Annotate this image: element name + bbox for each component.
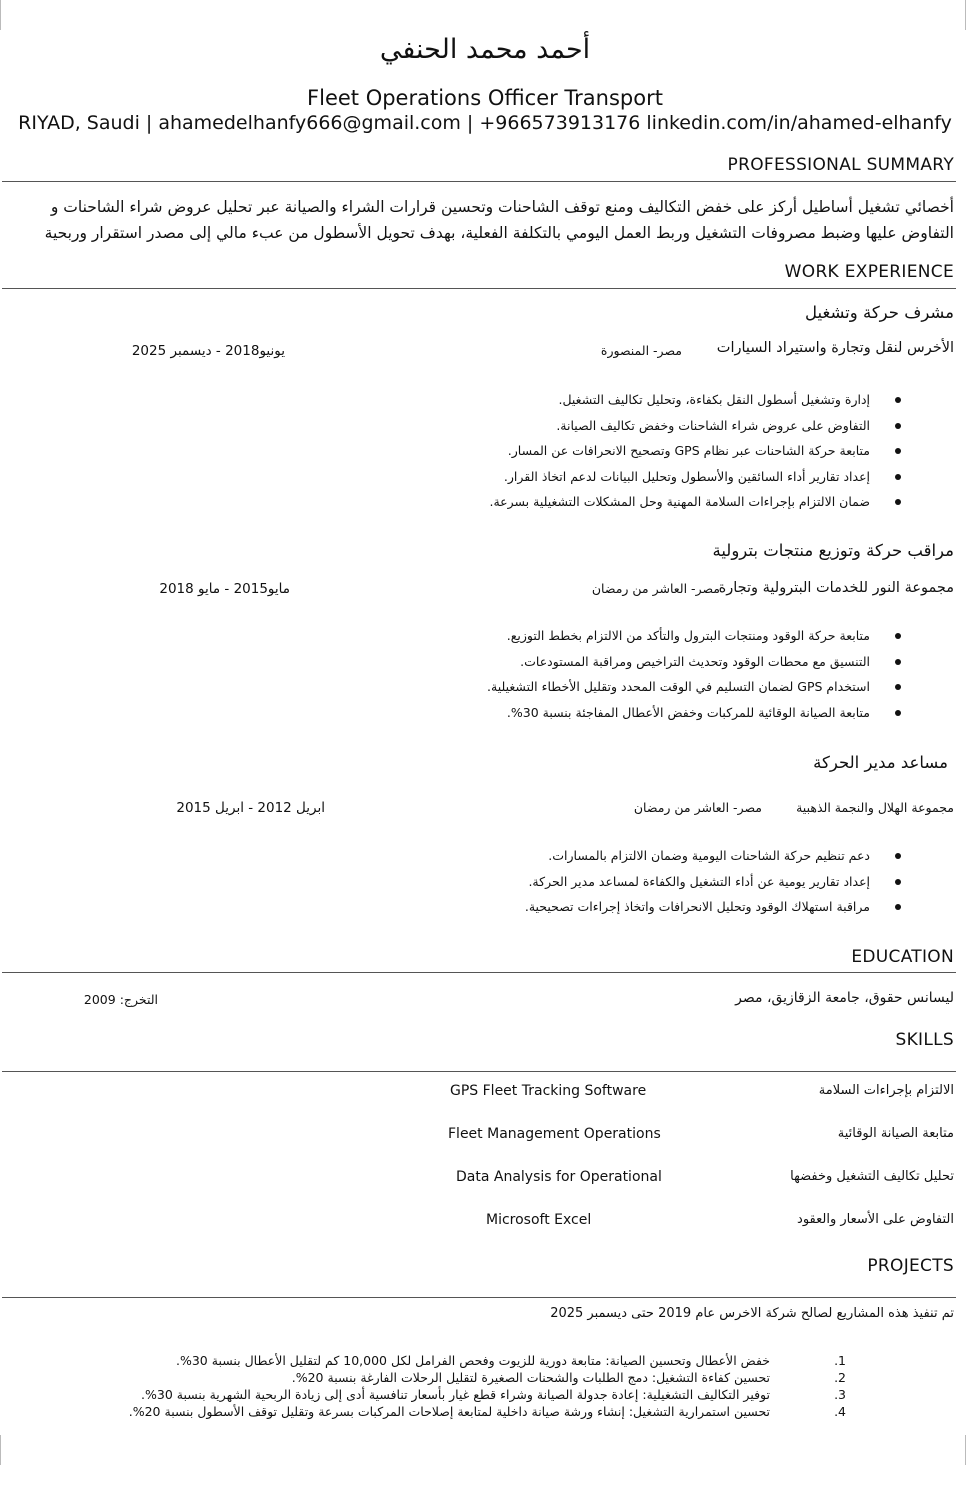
corner-mark-top-right: [959, 0, 966, 30]
education-degree: ليسانس حقوق، جامعة الزقازيق، مصر: [735, 990, 954, 1006]
item-text: توفير التكاليف التشغيلية: إعادة جدولة الصيانة وشراء قطع غيار بأسعار تنافسية أدى إلى زيادة الربحية الشهرية بنسبة 30%.: [141, 1387, 770, 1402]
skill-item: GPS Fleet Tracking Software: [450, 1083, 647, 1099]
section-divider: [2, 1297, 956, 1298]
job-role: مساعد مدير الحركة: [813, 753, 948, 772]
job-location: مصر- العاشر من رمضان: [591, 581, 720, 596]
job-company: الأخرس لنقل وتجارة واستيراد السيارات: [716, 340, 954, 356]
skill-item: Microsoft Excel: [486, 1212, 592, 1228]
section-title-summary: PROFESSIONAL SUMMARY: [727, 155, 954, 175]
section-title-experience: WORK EXPERIENCE: [784, 262, 954, 282]
job-bullets: [525, 845, 954, 922]
list-item: دعم تنظيم حركة الشاحنات اليومية وضمان الالتزام بالمسارات.: [525, 845, 954, 871]
contact-line: RIYAD, Saudi | ahamedelhanfy666@gmail.com | +966573913176 linkedin.com/in/ahamed-elhanfy: [18, 112, 952, 134]
job-company: مجموعة النور للخدمات البترولية وتجارة: [718, 580, 954, 596]
list-item: [129, 1403, 954, 1420]
projects-list: [129, 1352, 954, 1420]
skill-item: Fleet Management Operations: [448, 1126, 661, 1142]
list-item: التفاوض على عروض شراء الشاحنات وخفض تكاليف الصيانة.: [489, 415, 954, 441]
job-dates: مايو2015 - مايو 2018: [159, 581, 290, 597]
job-dates: يونيو2018 - ديسمبر 2025: [131, 343, 285, 359]
corner-mark-bottom-left: [0, 1435, 7, 1465]
job-dates: ابريل 2012 - ابريل 2015: [176, 800, 325, 816]
item-text: تحسين استمرارية التشغيل: إنشاء ورشة صيانة داخلية لمتابعة إصلاحات المركبات بسرعة وتقليل توقف الأسطول بنسبة 20%.: [128, 1404, 770, 1419]
list-item: متابعة الصيانة الوقائية للمركبات وخفض الأعطال المفاجئة بنسبة 30%.: [487, 702, 954, 728]
list-item: استخدام GPS لضمان التسليم في الوقت المحدد وتقليل الأخطاء التشغيلية.: [487, 676, 954, 702]
skill-item: الالتزام بإجراءات السلامة: [818, 1083, 954, 1098]
list-item: مراقبة استهلاك الوقود وتحليل الانحرافات واتخاذ إجراءات تصحيحية.: [525, 896, 954, 922]
section-title-education: EDUCATION: [851, 947, 954, 967]
list-item: متابعة حركة الشاحنات عبر نظام GPS وتصحيح الانحرافات عن المسار.: [489, 440, 954, 466]
skill-item: التفاوض على الأسعار والعقود: [797, 1212, 954, 1227]
list-item: إعداد تقارير أداء السائقين والأسطول وتحليل البيانات لدعم اتخاذ القرار.: [489, 466, 954, 492]
skill-item: Data Analysis for Operational: [456, 1169, 662, 1185]
list-item: [129, 1352, 954, 1369]
item-number: 4.: [834, 1404, 846, 1419]
summary-text: أخصائي تشغيل أساطيل أركز على خفض التكاليف ومنع توقف الشاحنات وتحسين قرارات الشراء والصيانة عبر تحليل عروض شراء الشاحنات و التفاوض عليها وضبط مصروفات التشغيل وربط العمل اليومي بالتكلفة الفعلية، بهدف تحويل الأسطول من عبء مالي إلى مصدر استقرار وربحية: [44, 198, 954, 242]
job-location: مصر- العاشر من رمضان: [633, 800, 762, 815]
job-role: مشرف حركة وتشغيل: [805, 303, 954, 322]
list-item: [129, 1386, 954, 1403]
candidate-name: أحمد محمد الحنفي: [379, 34, 591, 65]
list-item: إدارة وتشغيل أسطول النقل بكفاءة، وتحليل تكاليف التشغيل.: [489, 389, 954, 415]
list-item: متابعة حركة الوقود ومنتجات البترول والتأكد من الالتزام بخطط التوزيع.: [487, 625, 954, 651]
corner-mark-bottom-right: [959, 1435, 966, 1465]
item-text: تحسين كفاءة التشغيل: دمج الطلبات والشحنات الصغيرة لتقليل الرحلات الفارغة بنسبة 20%.: [291, 1370, 770, 1385]
job-location: مصر- المنصورة: [600, 343, 682, 358]
item-number: 2.: [834, 1370, 846, 1385]
item-number: 1.: [834, 1353, 846, 1368]
job-company: مجموعة الهلال والنجمة الذهبية: [796, 800, 954, 815]
list-item: التنسيق مع محطات الوقود وتحديث التراخيص ومراقبة المستودعات.: [487, 651, 954, 677]
job-title: Fleet Operations Officer Transport: [307, 86, 663, 110]
skill-item: متابعة الصيانة الوقائية: [837, 1126, 954, 1141]
job-bullets: [489, 389, 954, 517]
list-item: ضمان الالتزام بإجراءات السلامة المهنية وحل المشكلات التشغيلية بسرعة.: [489, 491, 954, 517]
education-graduation: التخرج: 2009: [83, 992, 158, 1007]
list-item: [129, 1369, 954, 1386]
item-text: خفض الأعطال وتحسين الصيانة: متابعة دورية للزيوت وفحص الفرامل لكل 10,000 كم لتقليل الأعطال بنسبة 30%.: [176, 1353, 770, 1368]
list-item: إعداد تقارير يومية عن أداء التشغيل والكفاءة لمساعد مدير الحركة.: [525, 871, 954, 897]
section-divider: [2, 181, 956, 182]
section-divider: [2, 972, 956, 973]
section-divider: [2, 288, 956, 289]
section-divider: [2, 1071, 956, 1072]
job-bullets: [487, 625, 954, 727]
skill-item: تحليل تكاليف التشغيل وخفضها: [790, 1169, 954, 1184]
item-number: 3.: [834, 1387, 846, 1402]
job-role: مراقب حركة وتوزيع منتجات بترولية: [712, 541, 954, 560]
projects-intro: تم تنفيذ هذه المشاريع لصالح شركة الاخرس عام 2019 حتى ديسمبر 2025: [550, 1306, 954, 1321]
section-title-skills: SKILLS: [895, 1030, 954, 1050]
corner-mark-top-left: [0, 0, 7, 30]
section-title-projects: PROJECTS: [867, 1256, 954, 1276]
